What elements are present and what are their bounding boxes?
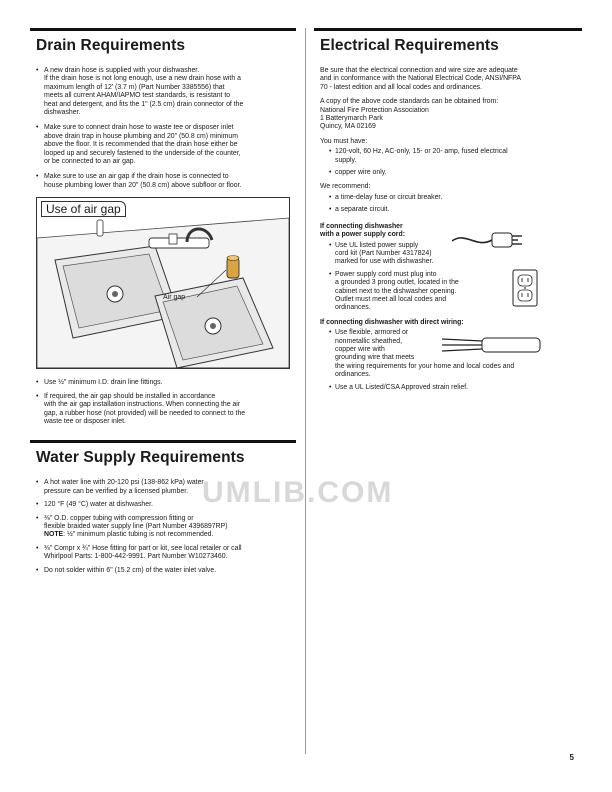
power-cord-block [314, 223, 582, 313]
power-cord-list [314, 242, 499, 313]
note-label: NOTE [44, 531, 64, 539]
nfpa-address: A copy of the above code standards can be obtained from: National Fire Protection Association 1 Batterymarch Park Quincy, MA 02169 [320, 98, 499, 131]
water-bullet-1: • A hot water line with 20-120 psi (138-862 kPa) water pressure can be verified by a licensed plumber. [36, 479, 296, 496]
air-gap-illustration [36, 197, 290, 369]
column-divider [305, 28, 306, 754]
must-have-item-1: • 120-volt, 60 Hz, AC-only, 15- or 20- amp, fused electrical supply. [329, 148, 582, 165]
drain-bullet-2: • Make sure to connect drain hose to waste tee or disposer inlet above drain trap in house plumbing and 20" (50.8 cm) minimum above the floor. It is recommended that the drain hose either be looped up and securely fastened to the underside of the counter, or be connected to an air gap. [36, 124, 296, 166]
must-have-label: You must have: [320, 137, 368, 145]
drain-list [30, 67, 296, 190]
direct-wiring-item-1: • Use flexible, armored or nonmetallic sheathed, copper wire with grounding wire that meets the wiring requirements for your home and local codes and ordinances. [329, 329, 582, 379]
electrical-title: Electrical Requirements [320, 37, 499, 54]
recommend-label: We recommend: [320, 183, 371, 191]
sheathed-cable-illustration [442, 333, 542, 359]
drain-section [30, 28, 296, 426]
air-gap-callout: Air gap [163, 294, 186, 302]
electrical-section [314, 28, 582, 392]
water-bullet-2: • 120 °F (49 °C) water at dishwasher. [36, 501, 296, 509]
drain-title: Drain Requirements [36, 37, 186, 54]
direct-wiring-heading: If connecting dishwasher with direct wiring: [320, 318, 464, 326]
must-have-list [314, 148, 582, 177]
recommend-list [314, 194, 582, 215]
direct-wiring-block [314, 319, 582, 392]
power-plug-illustration [452, 229, 544, 251]
drain-bullet-4: • Use ½" minimum I.D. drain line fittings. [36, 379, 296, 387]
page-number: 5 [569, 753, 574, 762]
watermark: UMLIB.COM [202, 476, 394, 509]
sink-drawing [37, 198, 289, 368]
drain-bullet-1: • A new drain hose is supplied with your dishwasher. If the drain hose is not long enough, use a new drain hose with a maximum length of 12' (3.7 m) (Part Number 3385556) that meets all current AHAM/IAPMO test standards, is resistant to heat and detergent, and fits the 1" (2.5 cm) drain connector of the dishwasher. [36, 67, 296, 117]
direct-wiring-item-2: • Use a UL Listed/CSA Approved strain relief. [329, 384, 582, 392]
water-bullet-5: • Do not solder within 6" (15.2 cm) of the water inlet valve. [36, 567, 296, 575]
recommend-item-2: • a separate circuit. [329, 206, 582, 214]
water-title: Water Supply Requirements [36, 449, 245, 467]
recommend-item-1: • a time-delay fuse or circuit breaker. [329, 194, 582, 202]
right-column [314, 28, 582, 398]
power-cord-heading: If connecting dishwasher with a power supply cord: [320, 222, 405, 239]
drain-bullet-5: • If required, the air gap should be installed in accordance with the air gap installation instructions. When connecting the air gap, a rubber hose (not provided) will be needed to connect to the waste tee or disposer inlet. [36, 393, 296, 427]
water-bullet-3: • ⅜" O.D. copper tubing with compression fitting or flexible braided water supply line (Part Number 4396897RP) NOTE: ½" minimum plastic tubing is not recommended. [36, 515, 296, 540]
drain-list-2 [30, 379, 296, 426]
electrical-intro: Be sure that the electrical connection and wire size are adequate and in conformance with the National Electrical Code, ANSI/NFPA 70 - latest edition and all local codes and ordinances. [320, 67, 521, 91]
must-have-item-2: • copper wire only. [329, 169, 582, 177]
water-bullet-4: • ⅜" Compr x ¾" Hose fitting for part or kit, see local retailer or call Whirlpool Parts: 1-800-442-9991. Part Number W10273460. [36, 545, 296, 562]
grounded-outlet-illustration [512, 269, 538, 307]
power-cord-item-1: • Use UL listed power supply cord kit (Part Number 4317824) marked for use with dishwasher. [329, 242, 499, 267]
figure-label: Use of air gap [41, 201, 126, 217]
drain-bullet-3: • Make sure to use an air gap if the drain hose is connected to house plumbing lower than 20" (50.8 cm) above subfloor or floor. [36, 173, 296, 190]
power-cord-item-2: • Power supply cord must plug into a grounded 3 prong outlet, located in the cabinet next to the dishwasher opening. Outlet must meet all local codes and ordinances. [329, 271, 499, 313]
